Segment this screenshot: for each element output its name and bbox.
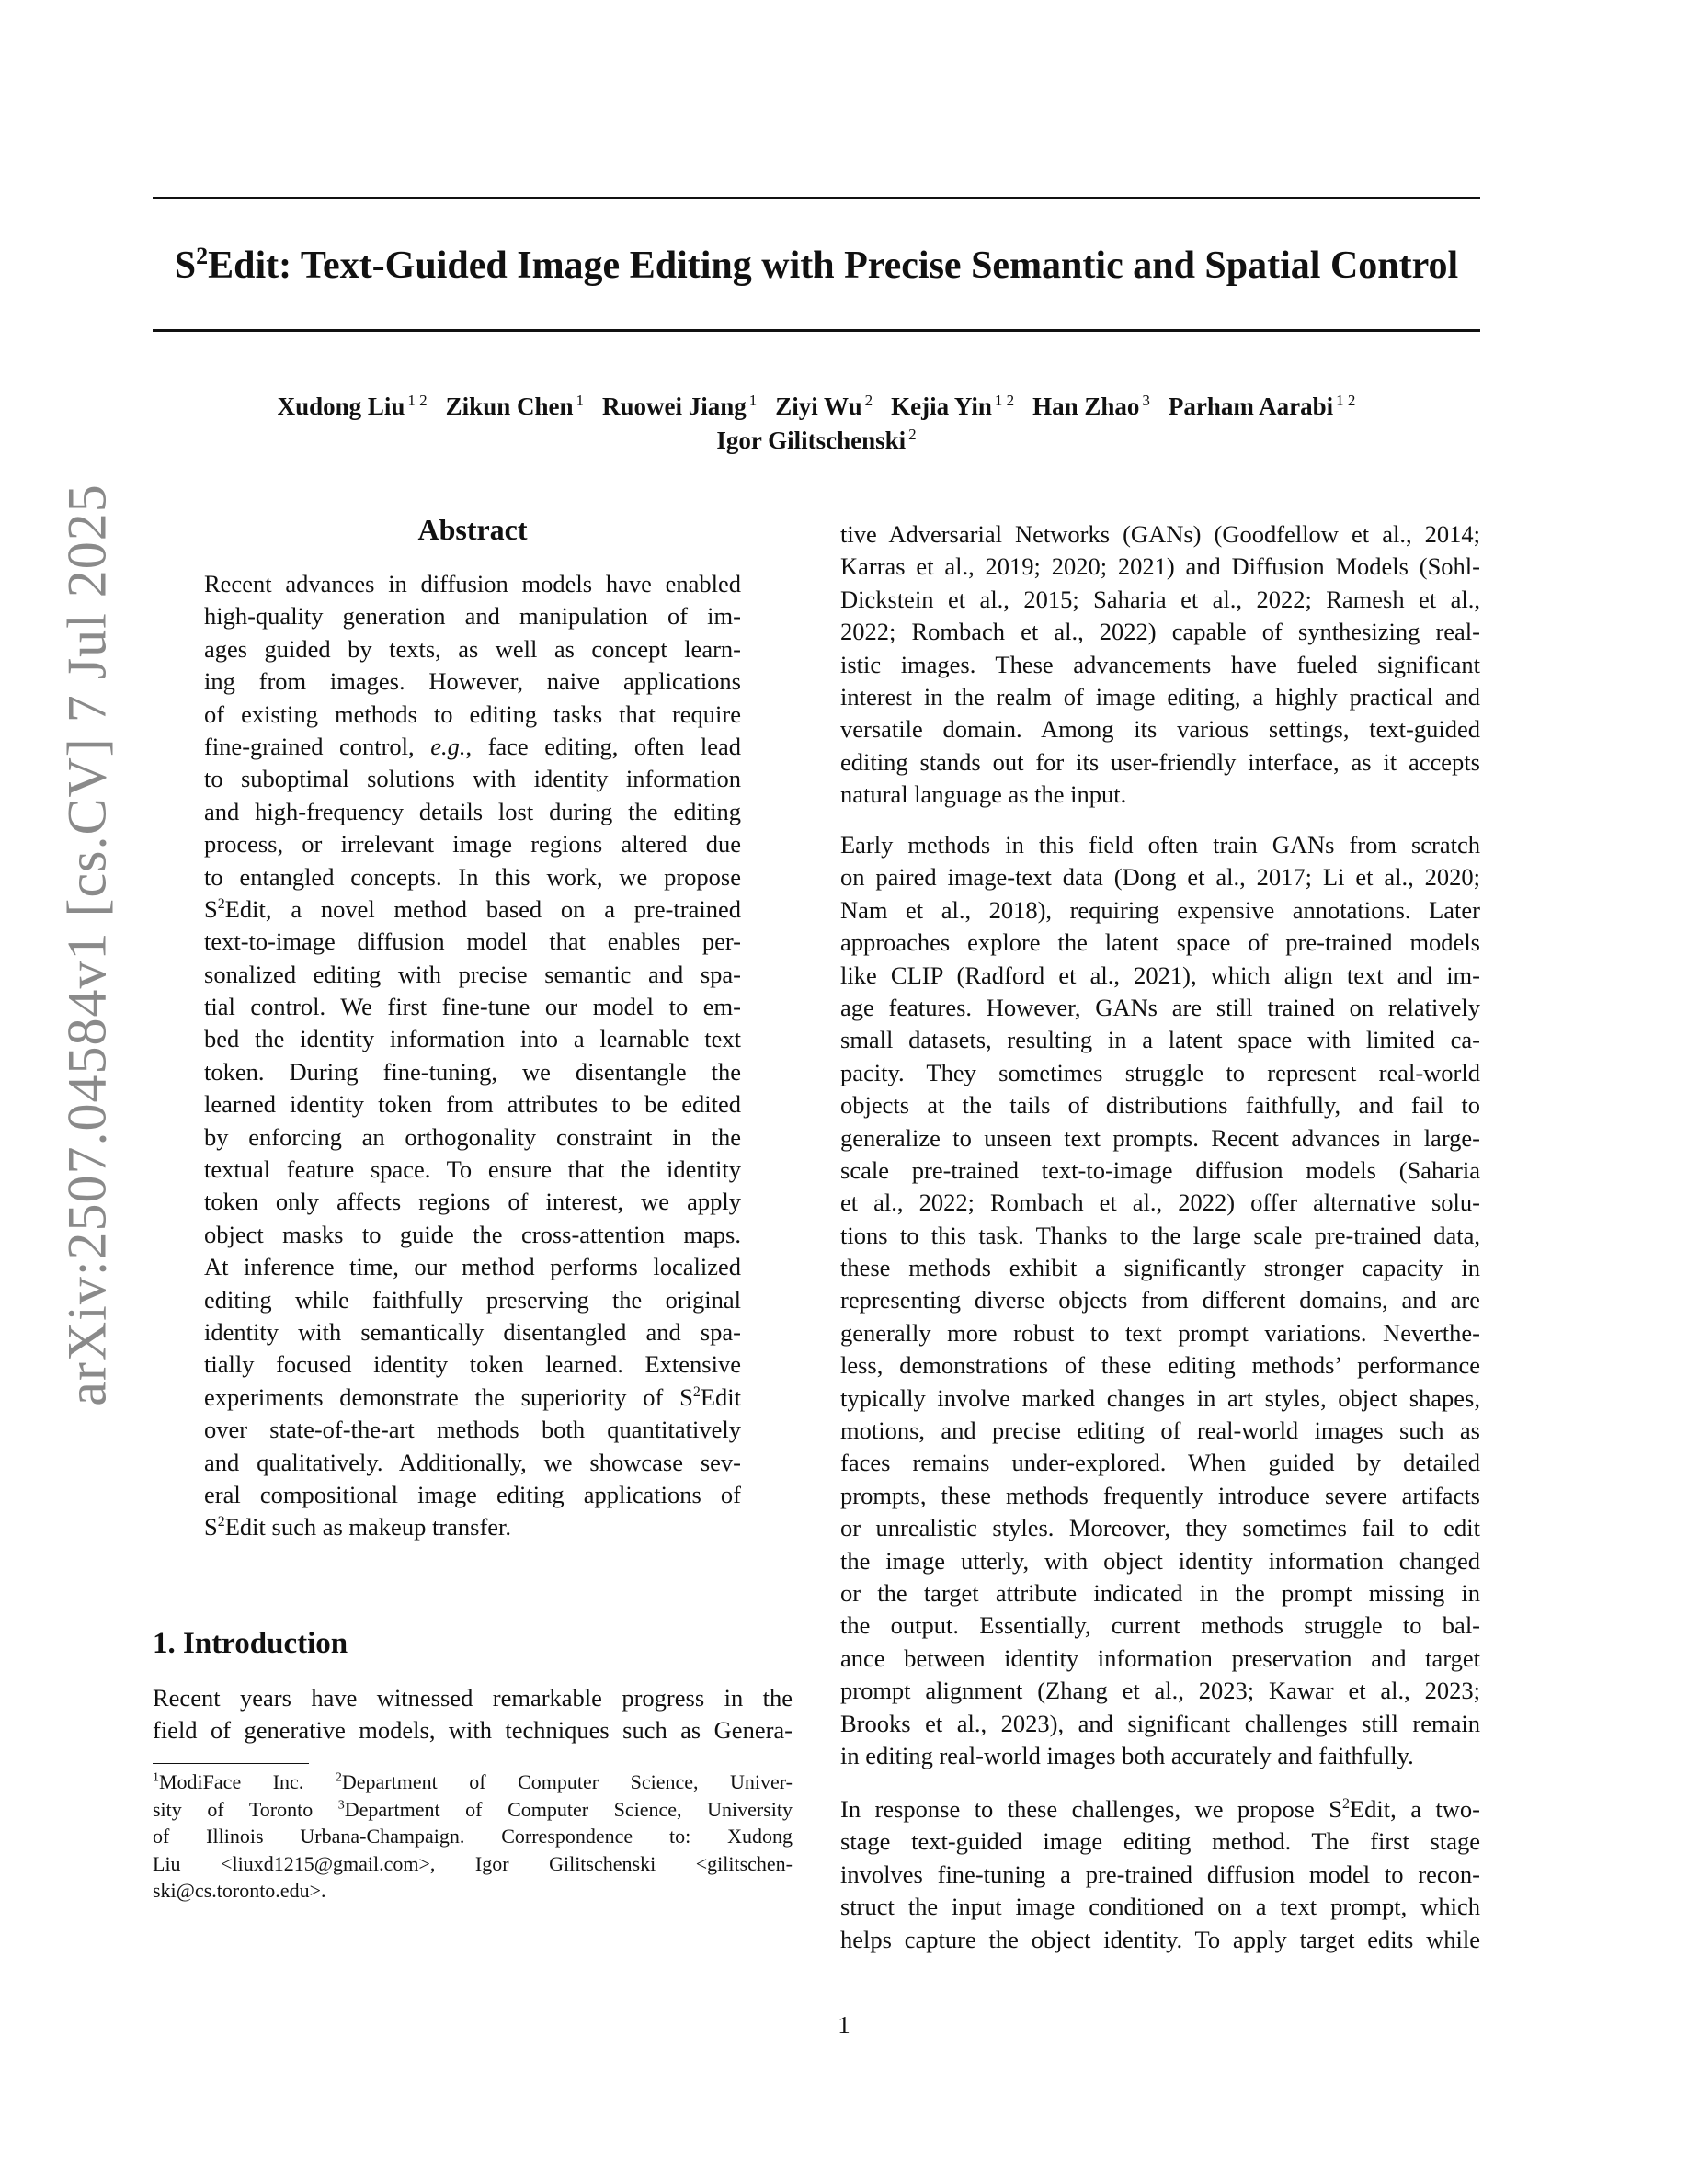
paper-title: $S^2Edit$: Text-Guided Image Editing with Precise Semantic and Spatial Control (174, 243, 1459, 287)
text-line: tially focused identity token learned. Extensive (204, 1350, 741, 1379)
text-line: versatile domain. Among its various settings, text-guided (840, 715, 1480, 744)
author-name: Xudong Liu $^{1 2}$ (277, 392, 428, 420)
text-line: et al., 2022; Rombach et al., 2022) offer alternative solu- (840, 1189, 1480, 1217)
footnote-rule (153, 1763, 309, 1764)
text-line: 2022; Rombach et al., 2022) capable of synthesizing real- (840, 618, 1480, 646)
author-affiliation-marker: 2 (864, 392, 873, 409)
text-line: motions, and precise editing of real-world images such as (840, 1416, 1480, 1445)
title-bottom-rule (153, 329, 1480, 332)
page-number: 1 (838, 2011, 850, 2039)
abstract-heading: Abstract (417, 513, 528, 546)
text-line: prompt alignment (Zhang et al., 2023; Kawar et al., 2023; (840, 1677, 1480, 1705)
text-line: interest in the realm of image editing, a highly practical and (840, 682, 1480, 711)
title-top-rule (153, 197, 1480, 199)
text-line: editing while faithfully preserving the original (204, 1285, 741, 1314)
author-name: Parham Aarabi $^{1 2}$ (1168, 392, 1356, 420)
introduction-paragraph-start (153, 1682, 793, 1747)
text-line: Liu <liuxd1215@gmail.com>, Igor Gilitschenski <gilitschen- (153, 1851, 793, 1875)
text-line: over state-of-the-art methods both quantitatively (204, 1416, 741, 1444)
introduction-paragraph-2 (840, 829, 1480, 1772)
text-line: to suboptimal solutions with identity information (204, 765, 741, 793)
text-line: and qualitatively. Additionally, we showcase sev- (204, 1448, 741, 1476)
text-line: the output. Essentially, current methods struggle to bal- (840, 1611, 1480, 1640)
text-line: small datasets, resulting in a latent space with limited ca- (840, 1026, 1480, 1054)
text-line: Dickstein et al., 2015; Saharia et al., 2022; Ramesh et al., (840, 585, 1480, 613)
author-name: Han Zhao $^3$ (1032, 392, 1150, 420)
text-line: scale pre-trained text-to-image diffusion models (Saharia (840, 1155, 1480, 1184)
text-line: ages guided by texts, as well as concept learn- (204, 634, 741, 663)
author-name: Igor Gilitschenski $^2$ (716, 426, 917, 454)
text-line: textual feature space. To ensure that the identity (204, 1155, 741, 1184)
author-affiliation-marker: 3 (1142, 392, 1150, 409)
text-line: on paired image-text data (Dong et al., 2017; Li et al., 2020; (840, 863, 1480, 892)
author-affiliation-marker: 1 2 (1336, 392, 1356, 409)
text-line: sonalized editing with precise semantic and spa- (204, 960, 741, 988)
text-line: to entangled concepts. In this work, we propose (204, 862, 741, 891)
text-line: objects at the tails of distributions faithfully, and fail to (840, 1091, 1480, 1120)
arxiv-identifier-stamp: arXiv:2507.04584v1 [cs.CV] 7 Jul 2025 (56, 483, 118, 1406)
introduction-paragraph-1-continued (840, 518, 1480, 812)
text-line: object masks to guide the cross-attention maps. (204, 1220, 741, 1248)
text-line: struct the input image conditioned on a text prompt, which (840, 1893, 1480, 1921)
text-line: helps capture the object identity. To apply target edits while (840, 1925, 1480, 1953)
text-line: stage text-guided image editing method. The first stage (840, 1827, 1480, 1856)
text-line: process, or irrelevant image regions altered due (204, 830, 741, 859)
text-line: $S^2Edit$, a novel method based on a pre-trained (204, 894, 741, 923)
text-line: generally more robust to text prompt variations. Neverthe- (840, 1318, 1480, 1347)
text-line: bed the identity information into a learnable text (204, 1025, 741, 1053)
abstract-body (204, 568, 741, 1544)
text-line: and high-frequency details lost during the editing (204, 797, 741, 825)
introduction-paragraph-3 (840, 1793, 1480, 1956)
text-line: approaches explore the latent space of pre-trained models (840, 928, 1480, 957)
text-line: faces remains under-explored. When guided by detailed (840, 1449, 1480, 1477)
author-name: Kejia Yin $^{1 2}$ (891, 392, 1015, 420)
affiliation-footnote (153, 1769, 793, 1905)
text-line: tial control. We first fine-tune our model to em- (204, 993, 741, 1021)
text-line: of Illinois Urbana-Champaign. Correspondence to: Xudong (153, 1825, 793, 1848)
text-line: $^1$ModiFace Inc. $^2$Department of Computer Science, Univer- (153, 1770, 793, 1793)
text-line: ski@cs.toronto.edu>. (153, 1879, 326, 1902)
text-line: prompts, these methods frequently introduce severe artifacts (840, 1481, 1480, 1509)
author-list (153, 390, 1480, 423)
text-line: Karras et al., 2019; 2020; 2021) and Diffusion Models (Sohl- (840, 552, 1480, 581)
text-line: experiments demonstrate the superiority of $S^2Edit$ (204, 1382, 741, 1411)
text-line: At inference time, our method performs localized (204, 1253, 741, 1281)
text-line: typically involve marked changes in art styles, object shapes, (840, 1383, 1480, 1412)
text-line: eral compositional image editing applications of (204, 1480, 741, 1508)
text-line: $S^2Edit$ such as makeup transfer. (204, 1513, 512, 1541)
author-name: Ruowei Jiang $^1$ (602, 392, 758, 420)
text-line: of existing methods to editing tasks that require (204, 700, 741, 728)
text-line: or unrealistic styles. Moreover, they sometimes fail to edit (840, 1514, 1480, 1542)
text-line: less, demonstrations of these editing methods’ performance (840, 1351, 1480, 1380)
text-line: istic images. These advancements have fueled significant (840, 650, 1480, 678)
author-name: Ziyi Wu $^2$ (775, 392, 873, 420)
text-line: sity of Toronto $^3$Department of Computer Science, University (153, 1797, 793, 1821)
text-line: age features. However, GANs are still trained on relatively (840, 993, 1480, 1021)
text-line: natural language as the input. (840, 780, 1127, 809)
text-line: Brooks et al., 2023), and significant challenges still remain (840, 1709, 1480, 1737)
text-line: in editing real-world images both accurately and faithfully. (840, 1741, 1414, 1769)
author-affiliation-marker: 1 (576, 392, 584, 409)
text-line: text-to-image diffusion model that enables per- (204, 927, 741, 956)
text-line: Nam et al., 2018), requiring expensive annotations. Later (840, 895, 1480, 924)
text-line: field of generative models, with techniques such as Genera- (153, 1716, 793, 1745)
text-line: tions to this task. Thanks to the large scale pre-trained data, (840, 1221, 1480, 1249)
text-line: identity with semantically disentangled and spa- (204, 1317, 741, 1346)
text-line: In response to these challenges, we propose $S^2Edit$, a two- (840, 1795, 1481, 1823)
text-line: or the target attribute indicated in the prompt missing in (840, 1578, 1480, 1607)
text-line: ance between identity information preservation and target (840, 1644, 1480, 1672)
author-list-continued (153, 424, 1480, 457)
text-line: Recent advances in diffusion models have enabled (204, 570, 741, 597)
text-line: involves fine-tuning a pre-trained diffusion model to recon- (840, 1860, 1480, 1888)
text-line: editing stands out for its user-friendly interface, as it accepts (840, 747, 1480, 776)
author-name: Zikun Chen $^1$ (445, 392, 584, 420)
author-affiliation-marker: 1 2 (407, 392, 428, 409)
text-line: Early methods in this field often train GANs from scratch (840, 831, 1480, 859)
text-line: learned identity token from attributes to be edited (204, 1090, 741, 1119)
text-line: ing from images. However, naive applications (204, 667, 741, 696)
text-line: Recent years have witnessed remarkable progress in the (153, 1684, 793, 1712)
text-line: token. During fine-tuning, we disentangle the (204, 1057, 741, 1086)
text-line: by enforcing an orthogonality constraint in the (204, 1122, 741, 1151)
text-line: generalize to unseen text prompts. Recent advances in large- (840, 1123, 1480, 1152)
author-affiliation-marker: 2 (908, 426, 917, 443)
text-line: tive Adversarial Networks (GANs) (Goodfellow et al., 2014; (840, 520, 1480, 548)
text-line: high-quality generation and manipulation of im- (204, 602, 741, 631)
text-line: pacity. They sometimes struggle to represent real-world (840, 1058, 1480, 1086)
text-line: these methods exhibit a significantly stronger capacity in (840, 1254, 1480, 1282)
text-line: like CLIP (Radford et al., 2021), which align text and im- (840, 961, 1480, 989)
text-line: token only affects regions of interest, we apply (204, 1188, 741, 1216)
text-line: the image utterly, with object identity information changed (840, 1546, 1480, 1575)
text-line: representing diverse objects from different domains, and are (840, 1286, 1480, 1314)
author-affiliation-marker: 1 (748, 392, 758, 409)
introduction-heading: 1. Introduction (153, 1627, 348, 1660)
text-line: fine-grained control, e.g., face editing, often lead (204, 732, 742, 760)
author-affiliation-marker: 1 2 (994, 392, 1015, 409)
